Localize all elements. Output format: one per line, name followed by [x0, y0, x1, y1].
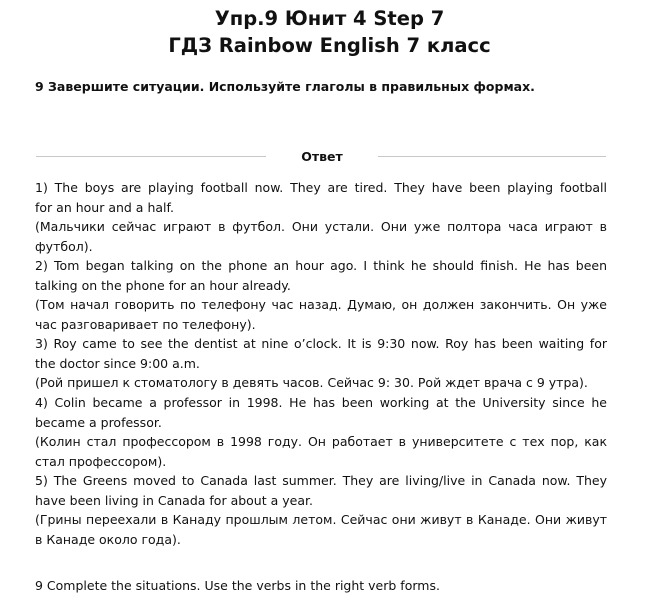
- answer-line: became a professor.: [35, 414, 162, 430]
- answer-line: в Канаде около года).: [35, 531, 181, 547]
- answer-line: час разговаривает по телефону).: [35, 316, 256, 332]
- divider-line-left: [36, 156, 266, 157]
- answer-line: for an hour and a half.: [35, 199, 174, 215]
- answer-line: футбол).: [35, 238, 93, 254]
- answer-line: (Колин стал профессором в 1998 году. Он работает в университете с тех пор, как: [35, 434, 607, 450]
- page-subtitle: ГДЗ Rainbow English 7 класс: [168, 34, 491, 57]
- answer-line: 5) The Greens moved to Canada last summer. They are living/live in Canada now. They: [35, 473, 607, 489]
- answer-line: (Грины переехали в Канаду прошлым летом. Сейчас они живут в Канаде. Они живут: [35, 512, 607, 528]
- answer-label: Ответ: [301, 149, 343, 164]
- answer-line: 1) The boys are playing football now. They are tired. They have been playing football: [35, 180, 607, 195]
- answer-line: 4) Colin became a professor in 1998. He has been working at the University since he: [35, 395, 607, 411]
- answer-line: the doctor since 9:00 a.m.: [35, 355, 200, 371]
- task-statement-english: 9 Complete the situations. Use the verbs in the right verb forms.: [35, 578, 440, 593]
- answer-line: 3) Roy came to see the dentist at nine o’clock. It is 9:30 now. Roy has been waiting for: [35, 336, 607, 352]
- answer-line: talking on the phone for an hour already.: [35, 277, 291, 293]
- answer-line: have been living in Canada for about a year.: [35, 492, 313, 508]
- task-statement: 9 Завершите ситуации. Используйте глаголы в правильных формах.: [35, 79, 535, 94]
- answer-line: (Том начал говорить по телефону час назад. Думаю, он должен закончить. Он уже: [35, 297, 607, 313]
- answer-text: [35, 178, 607, 549]
- answer-divider: [0, 149, 659, 165]
- page-title: Упр.9 Юнит 4 Step 7: [214, 7, 445, 30]
- answer-line: стал профессором).: [35, 453, 167, 469]
- answer-line: (Мальчики сейчас играют в футбол. Они устали. Они уже полтора часа играют в: [35, 219, 607, 235]
- answer-line: (Рой пришел к стоматологу в девять часов. Сейчас 9: 30. Рой ждет врача с 9 утра).: [35, 375, 588, 391]
- answer-line: 2) Tom began talking on the phone an hour ago. I think he should finish. He has been: [35, 258, 607, 274]
- divider-line-right: [378, 156, 606, 157]
